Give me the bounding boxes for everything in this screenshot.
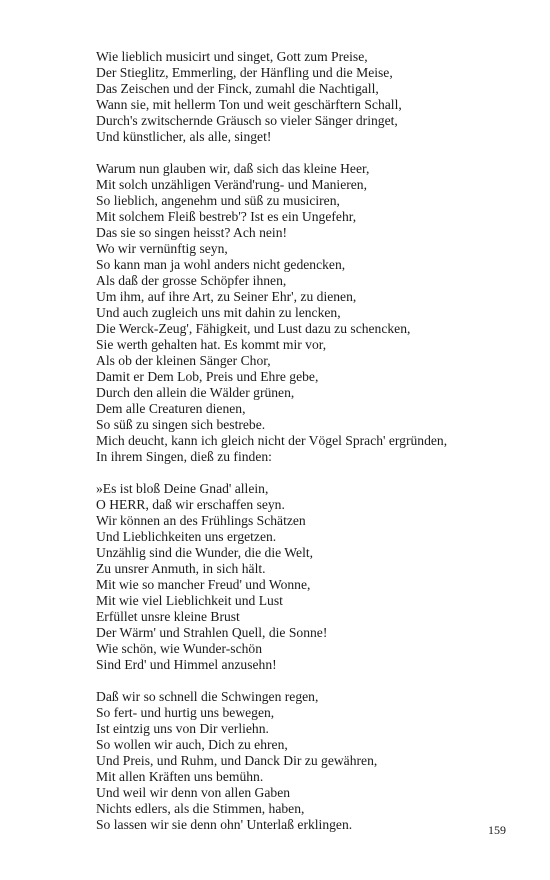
verse-line: Wo wir vernünftig seyn,: [96, 241, 228, 256]
verse-line: Erfüllet unsre kleine Brust: [96, 609, 240, 624]
verse-line: Und künstlicher, als alle, singet!: [96, 129, 272, 144]
verse-line: Unzählig sind die Wunder, die die Welt,: [96, 545, 314, 560]
verse-line: So kann man ja wohl anders nicht gedencken,: [96, 257, 346, 272]
verse-line: Als daß der grosse Schöpfer ihnen,: [96, 273, 287, 288]
verse-line: Mit wie so mancher Freud' und Wonne,: [96, 577, 311, 592]
verse-line: Sie werth gehalten hat. Es kommt mir vor,: [96, 337, 327, 352]
verse-line: So wollen wir auch, Dich zu ehren,: [96, 737, 288, 752]
verse-line: So süß zu singen sich bestrebe.: [96, 417, 266, 432]
verse-line: Mit wie viel Lieblichkeit und Lust: [96, 593, 283, 608]
verse-line: Die Werck-Zeug', Fähigkeit, und Lust dazu zu schencken,: [96, 321, 411, 336]
verse-line: Wie lieblich musicirt und singet, Gott zum Preise,: [96, 49, 368, 64]
verse-line: Um ihm, auf ihre Art, zu Seiner Ehr', zu dienen,: [96, 289, 357, 304]
page-number: 159: [488, 823, 506, 837]
verse-line: So lassen wir sie denn ohn' Unterlaß erklingen.: [96, 817, 353, 832]
verse-line: In ihrem Singen, dieß zu finden:: [96, 449, 272, 464]
verse-line: Mit solch unzähligen Veränd'rung- und Manieren,: [96, 177, 367, 192]
verse-line: Wir können an des Frühlings Schätzen: [96, 513, 306, 528]
verse-line: Mit allen Kräften uns bemühn.: [96, 769, 264, 784]
verse-line: Dem alle Creaturen dienen,: [96, 401, 246, 416]
verse-line: Zu unsrer Anmuth, in sich hält.: [96, 561, 266, 576]
verse-line: Als ob der kleinen Sänger Chor,: [96, 353, 271, 368]
verse-line: Und weil wir denn von allen Gaben: [96, 785, 291, 800]
verse-line: Und Lieblichkeiten uns ergetzen.: [96, 529, 277, 544]
stanza-4: [96, 689, 526, 833]
verse-line: »Es ist bloß Deine Gnad' allein,: [96, 481, 269, 496]
stanza-3: [96, 481, 526, 673]
verse-line: Damit er Dem Lob, Preis und Ehre gebe,: [96, 369, 319, 384]
verse-line: Sind Erd' und Himmel anzusehn!: [96, 657, 277, 672]
verse-line: Der Wärm' und Strahlen Quell, die Sonne!: [96, 625, 328, 640]
verse-line: Das sie so singen heisst? Ach nein!: [96, 225, 288, 240]
verse-line: So lieblich, angenehm und süß zu musiciren,: [96, 193, 340, 208]
verse-line: Mich deucht, kann ich gleich nicht der Vögel Sprach' ergründen,: [96, 433, 448, 448]
verse-line: O HERR, daß wir erschaffen seyn.: [96, 497, 285, 512]
verse-line: So fert- und hurtig uns bewegen,: [96, 705, 275, 720]
verse-line: Und Preis, und Ruhm, und Danck Dir zu gewähren,: [96, 753, 378, 768]
verse-line: Durch's zwitschernde Gräusch so vieler Sänger dringet,: [96, 113, 398, 128]
verse-line: Ist eintzig uns von Dir verliehn.: [96, 721, 269, 736]
verse-line: Wann sie, mit hellerm Ton und weit geschärftern Schall,: [96, 97, 402, 112]
verse-line: Mit solchem Fleiß bestreb'? Ist es ein Ungefehr,: [96, 209, 357, 224]
poem-text: [96, 49, 526, 849]
verse-line: Und auch zugleich uns mit dahin zu lencken,: [96, 305, 341, 320]
stanza-1: [96, 49, 526, 145]
verse-line: Nichts edlers, als die Stimmen, haben,: [96, 801, 305, 816]
verse-line: Wie schön, wie Wunder-schön: [96, 641, 262, 656]
verse-line: Warum nun glauben wir, daß sich das kleine Heer,: [96, 161, 370, 176]
verse-line: Daß wir so schnell die Schwingen regen,: [96, 689, 319, 704]
verse-line: Der Stieglitz, Emmerling, der Hänfling und die Meise,: [96, 65, 393, 80]
verse-line: Das Zeischen und der Finck, zumahl die Nachtigall,: [96, 81, 379, 96]
verse-line: Durch den allein die Wälder grünen,: [96, 385, 295, 400]
stanza-2: [96, 161, 526, 465]
